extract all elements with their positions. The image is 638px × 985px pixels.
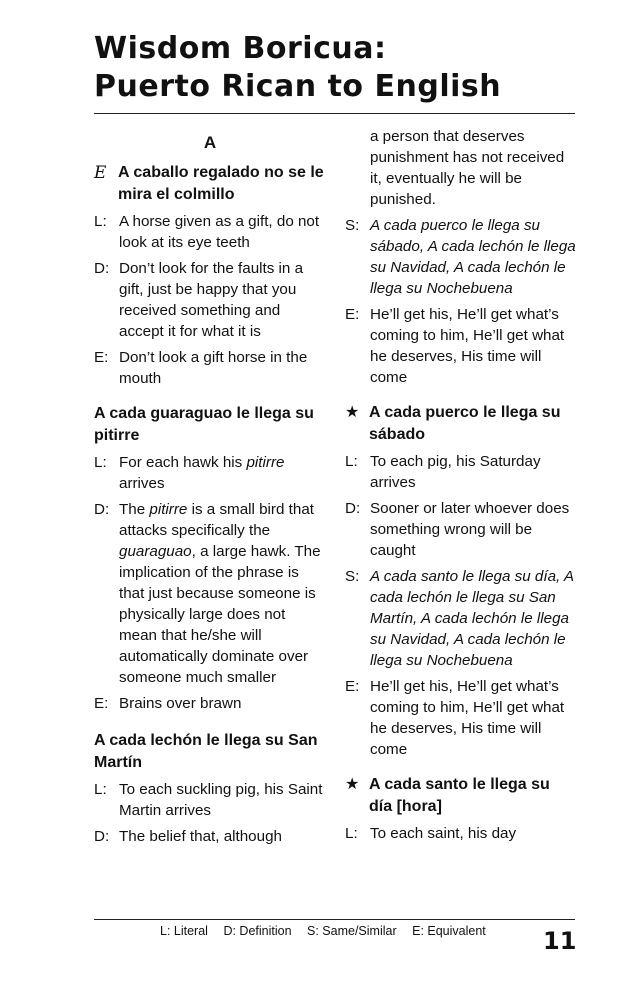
title-line-2: Puerto Rican to English [94,69,502,104]
right-column [345,126,577,844]
entry-phrase: A cada santo le llega su día [hora] [369,776,550,815]
key-literal: L: [94,454,107,471]
definition-text: The pitirre is a small bird that attacks specifically the guaraguao, a large hawk. The implication of the phrase is that just because someone is physically large does not mean that he/she will automatically dominate over someone much smaller [119,501,321,686]
similar-text: A cada santo le llega su día, A cada lechón le llega su San Martín, A cada lechón le llega su Navidad, A cada lechón le llega su Nochebuena [370,568,574,669]
equivalent-text: He’ll get his, He’ll get what’s coming to him, He’ll get what he deserves, His time will come [370,306,565,386]
key-definition: D: [94,501,110,518]
entry-phrase: A cada guaraguao le llega su pitirre [94,405,314,444]
entry-a-cada-santo [345,774,577,844]
literal-text: To each suckling pig, his Saint Martin arrives [119,781,323,819]
entry-a-cada-guaraguao [94,403,326,714]
legend-equivalent: E: Equivalent [412,924,486,938]
entry-a-caballo-regalado [94,162,326,389]
key-literal: L: [94,781,107,798]
definition-text: The belief that, although [119,828,282,845]
definition-text: Don’t look for the faults in a gift, just be happy that you received something and accept it for what it is [119,260,304,340]
key-similar: S: [345,568,360,585]
section-letter: A [203,133,217,152]
entry-phrase: A cada lechón le llega su San Martín [94,732,318,771]
literal-text: For each hawk his pitirre arrives [119,454,285,492]
literal-text: To each pig, his Saturday arrives [370,453,541,491]
key-literal: L: [94,213,107,230]
entry-phrase: A caballo regalado no se le mira el colmillo [118,164,324,203]
title-line-1: Wisdom Boricua: [94,31,387,66]
equivalent-text: Brains over brawn [119,695,242,712]
equivalent-text: He’ll get his, He’ll get what’s coming to him, He’ll get what he deserves, His time will come [370,678,565,758]
title-rule [94,113,575,114]
entry-a-cada-lechon-continued [345,126,577,388]
star-icon: ★ [345,776,360,793]
definition-continued-text: a person that deserves punishment has not received it, eventually he will be punished. [370,128,565,208]
key-similar: S: [345,217,360,234]
key-definition: D: [345,500,361,517]
equivalent-text: Don’t look a gift horse in the mouth [119,349,308,387]
key-equivalent: E: [345,306,360,323]
entry-a-cada-lechon [94,730,326,847]
literal-text: A horse given as a gift, do not look at its eye teeth [119,213,320,251]
key-equivalent: E: [94,349,109,366]
key-equivalent: E: [94,695,109,712]
entry-a-cada-puerco [345,402,577,760]
left-column [94,126,326,847]
equivalent-marker-icon: E [94,163,107,183]
legend-similar: S: Same/Similar [307,924,397,938]
key-definition: D: [94,260,110,277]
key-literal: L: [345,825,358,842]
literal-text: To each saint, his day [370,825,517,842]
key-equivalent: E: [345,678,360,695]
legend-definition: D: Definition [223,924,292,938]
entry-phrase: A cada puerco le llega su sábado [369,404,561,443]
page-title [94,30,501,106]
footer-rule [94,919,575,920]
similar-text: A cada puerco le llega su sábado, A cada lechón le llega su Navidad, A cada lechón le llega su Nochebuena [370,217,576,297]
footer-legend [160,923,498,939]
key-literal: L: [345,453,358,470]
legend-literal: L: Literal [160,924,208,938]
star-icon: ★ [345,404,360,421]
key-definition: D: [94,828,110,845]
definition-text: Sooner or later whoever does something wrong will be caught [370,500,570,559]
page-number: 11 [543,927,577,955]
